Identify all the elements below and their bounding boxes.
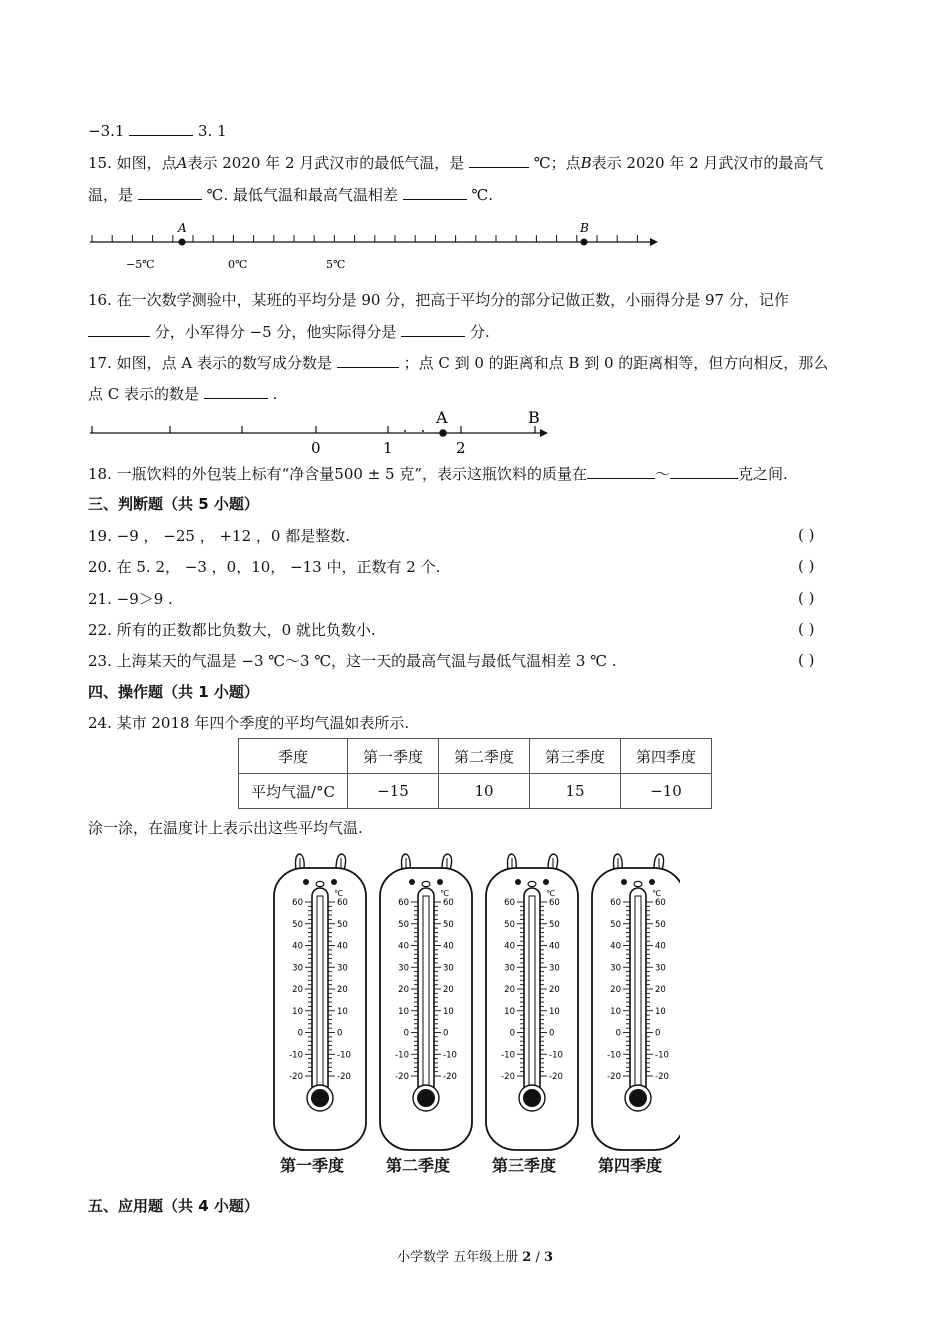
judge-20: 20. 在 5. 2， −3 ，0，10， −13 中，正数有 2 个. bbox=[88, 558, 441, 576]
scale-label-left: 50 bbox=[292, 919, 303, 930]
scale-label-right: 40 bbox=[549, 941, 560, 952]
q16-line1: 16. 在一次数学测验中，某班的平均分是 90 分，把高于平均分的部分记做正数，小丽得分是 97 分，记作 bbox=[88, 291, 789, 309]
scale-label-left: 30 bbox=[504, 963, 515, 974]
footer-total: 3 bbox=[543, 1250, 554, 1265]
scale-label-left: 60 bbox=[292, 898, 303, 908]
scale-label-left: 0 bbox=[509, 1028, 515, 1039]
q17-label-a: A bbox=[436, 408, 448, 427]
q15-line1 bbox=[88, 153, 823, 173]
q15-point-a: A bbox=[176, 154, 188, 172]
footer-sep: / bbox=[535, 1250, 540, 1265]
scale-label-right: -20 bbox=[443, 1072, 457, 1082]
q17-text-b: ；点 C 到 0 的距离和点 B 到 0 的距离相等，但方向相反，那么 bbox=[403, 354, 829, 372]
unit-label: ℃ bbox=[334, 889, 343, 898]
scale-label-left: 50 bbox=[504, 919, 515, 930]
scale-label-left: -20 bbox=[395, 1072, 409, 1082]
scale-label-left: 10 bbox=[610, 1006, 621, 1017]
q15-blank-min[interactable] bbox=[469, 153, 529, 168]
q16-blank-actual[interactable] bbox=[401, 322, 465, 337]
scale-label-right: 60 bbox=[443, 898, 454, 908]
unit-label: ℃ bbox=[440, 889, 449, 898]
scale-label-left: 40 bbox=[504, 941, 515, 952]
scale-label-left: 40 bbox=[610, 941, 621, 952]
scale-label-left: 20 bbox=[398, 985, 409, 995]
q16-line2 bbox=[88, 322, 490, 342]
q17-blank-c[interactable] bbox=[204, 384, 268, 399]
scale-label-right: 30 bbox=[443, 963, 454, 974]
scale-label-left: 60 bbox=[504, 898, 515, 908]
judge-19-paren[interactable]: ( ) bbox=[798, 526, 815, 544]
table-cell: 15 bbox=[530, 774, 621, 809]
q17-label-b: B bbox=[528, 408, 540, 427]
judge-19: 19. −9 ， −25 ， +12 ，0 都是整数. bbox=[88, 527, 350, 545]
q16-blank-record[interactable] bbox=[88, 322, 150, 337]
q16-text-b: 分. bbox=[470, 323, 490, 341]
scale-label-left: 40 bbox=[398, 941, 409, 952]
scale-label-left: 0 bbox=[403, 1028, 409, 1039]
scale-label-right: 40 bbox=[443, 941, 454, 952]
scale-label-right: 0 bbox=[549, 1028, 555, 1039]
q18-line bbox=[88, 464, 788, 484]
q24-instruction: 涂一涂，在温度计上表示出这些平均气温. bbox=[88, 819, 363, 837]
q17-line2 bbox=[88, 384, 277, 404]
scale-label-right: 30 bbox=[655, 963, 666, 974]
unit-label: ℃ bbox=[652, 889, 661, 898]
q14-left: −3.1 bbox=[88, 122, 125, 140]
q14-right: 3. 1 bbox=[198, 122, 227, 140]
section-3-title: 三、判断题（共 5 小题） bbox=[88, 495, 259, 513]
q18-tilde: ～ bbox=[655, 465, 671, 483]
q15-text-a: 15. 如图，点 bbox=[88, 154, 177, 172]
scale-label-left: 50 bbox=[398, 919, 409, 930]
scale-label-left: 30 bbox=[398, 963, 409, 974]
scale-label-left: -20 bbox=[501, 1072, 515, 1082]
table-cell: −10 bbox=[621, 774, 712, 809]
scale-label-right: -10 bbox=[443, 1050, 457, 1061]
table-header-cell: 季度 bbox=[239, 739, 348, 774]
q15-tick-0: 0℃ bbox=[228, 258, 248, 271]
scale-label-right: 30 bbox=[337, 963, 348, 974]
q18-text-a: 18. 一瓶饮料的外包装上标有“净含量500 ± 5 克”，表示这瓶饮料的质量在 bbox=[88, 465, 588, 483]
table-cell: 平均气温/°C bbox=[239, 774, 348, 809]
q14-blank[interactable] bbox=[129, 121, 193, 136]
thermometer-label-q2: 第二季度 bbox=[386, 1156, 451, 1175]
thermometer-label-q1: 第一季度 bbox=[280, 1156, 345, 1175]
thermometer-label-q3: 第三季度 bbox=[492, 1156, 557, 1175]
q15-line2 bbox=[88, 185, 493, 205]
q15-text-c: 表示 2020 年 2 月武汉市的最低气温，是 bbox=[187, 154, 465, 172]
scale-label-right: 20 bbox=[655, 985, 666, 995]
scale-label-left: 60 bbox=[398, 898, 409, 908]
judge-21-paren[interactable]: ( ) bbox=[798, 589, 815, 607]
scale-label-left: 40 bbox=[292, 941, 303, 952]
scale-label-right: 50 bbox=[443, 919, 454, 930]
scale-label-right: 20 bbox=[337, 985, 348, 995]
q15-text-f: 表示 2020 年 2 月武汉市的最高气 bbox=[591, 154, 824, 172]
q15-blank-max[interactable] bbox=[138, 185, 202, 200]
thermometer-group bbox=[270, 852, 680, 1152]
scale-label-right: 20 bbox=[443, 985, 454, 995]
q15-number-line bbox=[80, 218, 660, 274]
scale-label-right: 0 bbox=[443, 1028, 449, 1039]
q14-tail bbox=[88, 121, 227, 141]
scale-label-left: 0 bbox=[615, 1028, 621, 1039]
table-cell: 10 bbox=[439, 774, 530, 809]
scale-label-right: 60 bbox=[549, 898, 560, 908]
scale-label-right: 10 bbox=[443, 1006, 454, 1017]
q18-blank-max[interactable] bbox=[670, 464, 738, 479]
q16-text-a: 分，小军得分 −5 分，他实际得分是 bbox=[154, 323, 397, 341]
scale-label-left: 10 bbox=[398, 1006, 409, 1017]
q15-tick-5: 5℃ bbox=[326, 258, 346, 271]
page-footer bbox=[0, 1246, 950, 1265]
q15-text-d: ℃；点 bbox=[533, 154, 581, 172]
q17-text-a: 17. 如图，点 A 表示的数写成分数是 bbox=[88, 354, 332, 372]
q15-text-2c: ℃. bbox=[471, 186, 494, 204]
scale-label-right: 30 bbox=[549, 963, 560, 974]
scale-label-left: 20 bbox=[292, 985, 303, 995]
scale-label-left: 10 bbox=[292, 1006, 303, 1017]
table-row bbox=[239, 774, 712, 809]
q15-label-a: A bbox=[178, 221, 187, 235]
scale-label-left: 30 bbox=[610, 963, 621, 974]
scale-label-right: 40 bbox=[337, 941, 348, 952]
q24-temperature-table bbox=[238, 738, 712, 809]
scale-label-left: 30 bbox=[292, 963, 303, 974]
thermometer-4[interactable] bbox=[592, 854, 680, 1150]
q15-text-2b: ℃. 最低气温和最高气温相差 bbox=[206, 186, 398, 204]
scale-label-right: -10 bbox=[549, 1050, 563, 1061]
thermometer-2[interactable] bbox=[380, 854, 472, 1150]
q18-blank-min[interactable] bbox=[587, 464, 655, 479]
scale-label-left: 20 bbox=[504, 985, 515, 995]
judge-23: 23. 上海某天的气温是 −3 ℃～3 ℃，这一天的最高气温与最低气温相差 3 ℃ . bbox=[88, 652, 617, 670]
section-5-title: 五、应用题（共 4 小题） bbox=[88, 1197, 259, 1215]
unit-label: ℃ bbox=[546, 889, 555, 898]
thermometer-3[interactable] bbox=[486, 854, 578, 1150]
scale-label-right: 50 bbox=[549, 919, 560, 930]
scale-label-right: 40 bbox=[655, 941, 666, 952]
table-header-cell: 第三季度 bbox=[530, 739, 621, 774]
table-header-cell: 第四季度 bbox=[621, 739, 712, 774]
footer-page: 2 bbox=[522, 1250, 532, 1265]
scale-label-left: -10 bbox=[607, 1050, 621, 1061]
q15-point-b: B bbox=[580, 154, 592, 172]
scale-label-right: 60 bbox=[337, 898, 348, 908]
scale-label-right: -10 bbox=[337, 1050, 351, 1061]
scale-label-right: -20 bbox=[337, 1072, 351, 1082]
scale-label-left: -20 bbox=[289, 1072, 303, 1082]
scale-label-left: -10 bbox=[501, 1050, 515, 1061]
footer-text: 小学数学 五年级上册 bbox=[396, 1250, 519, 1265]
scale-label-right: 0 bbox=[655, 1028, 661, 1039]
scale-label-right: -10 bbox=[655, 1050, 669, 1061]
thermometer-label-q4: 第四季度 bbox=[598, 1156, 663, 1175]
judge-22-paren[interactable]: ( ) bbox=[798, 620, 815, 638]
judge-23-paren[interactable]: ( ) bbox=[798, 651, 815, 669]
q17-line1 bbox=[88, 353, 828, 373]
section-4-title: 四、操作题（共 1 小题） bbox=[88, 683, 259, 701]
scale-label-right: 50 bbox=[337, 919, 348, 930]
table-cell: −15 bbox=[348, 774, 439, 809]
q15-label-b: B bbox=[580, 221, 589, 235]
judge-21: 21. −9＞9 . bbox=[88, 590, 173, 608]
q17-text-2b: . bbox=[272, 385, 278, 403]
scale-label-left: -20 bbox=[607, 1072, 621, 1082]
q15-blank-diff[interactable] bbox=[403, 185, 467, 200]
scale-label-right: 10 bbox=[549, 1006, 560, 1017]
q15-tick-m5: −5℃ bbox=[126, 258, 155, 271]
thermometer-1[interactable] bbox=[274, 854, 366, 1150]
q17-tick-1: 1 bbox=[383, 439, 393, 457]
table-header-cell: 第二季度 bbox=[439, 739, 530, 774]
scale-label-left: 20 bbox=[610, 985, 621, 995]
scale-label-left: -10 bbox=[289, 1050, 303, 1061]
scale-label-right: 0 bbox=[337, 1028, 343, 1039]
scale-label-left: 10 bbox=[504, 1006, 515, 1017]
scale-label-right: -20 bbox=[655, 1072, 669, 1082]
scale-label-right: 10 bbox=[337, 1006, 348, 1017]
q17-blank-fraction[interactable] bbox=[337, 353, 399, 368]
table-header-row bbox=[239, 739, 712, 774]
q15-text-2a: 温，是 bbox=[88, 186, 134, 204]
scale-label-right: 10 bbox=[655, 1006, 666, 1017]
scale-label-left: 60 bbox=[610, 898, 621, 908]
scale-label-left: 0 bbox=[297, 1028, 303, 1039]
q17-number-line bbox=[80, 405, 560, 457]
scale-label-right: 50 bbox=[655, 919, 666, 930]
table-header-cell: 第一季度 bbox=[348, 739, 439, 774]
scale-label-right: 20 bbox=[549, 985, 560, 995]
scale-label-left: 50 bbox=[610, 919, 621, 930]
scale-label-right: 60 bbox=[655, 898, 666, 908]
scale-label-left: -10 bbox=[395, 1050, 409, 1061]
q17-tick-2: 2 bbox=[456, 439, 466, 457]
q18-text-c: 克之间. bbox=[738, 465, 788, 483]
q17-tick-0: 0 bbox=[311, 439, 321, 457]
q24-intro: 24. 某市 2018 年四个季度的平均气温如表所示. bbox=[88, 714, 410, 732]
judge-22: 22. 所有的正数都比负数大，0 就比负数小. bbox=[88, 621, 376, 639]
scale-label-right: -20 bbox=[549, 1072, 563, 1082]
judge-20-paren[interactable]: ( ) bbox=[798, 557, 815, 575]
q17-text-2a: 点 C 表示的数是 bbox=[88, 385, 200, 403]
